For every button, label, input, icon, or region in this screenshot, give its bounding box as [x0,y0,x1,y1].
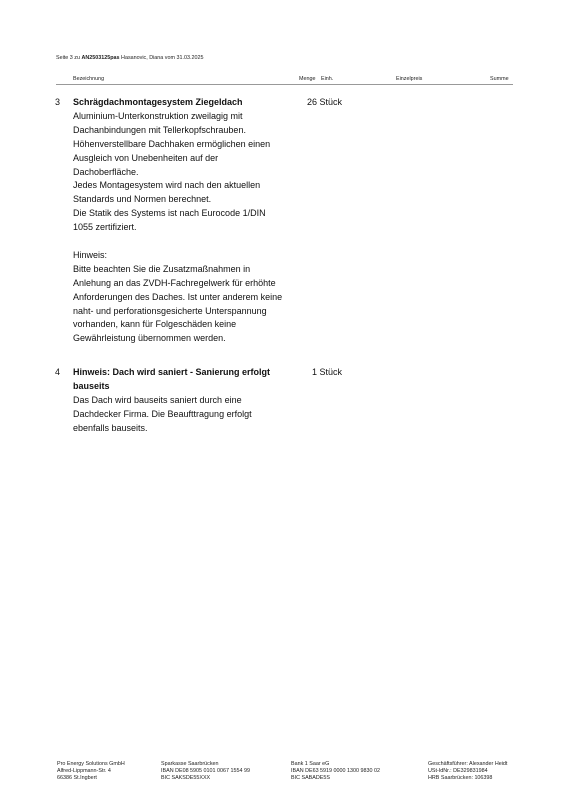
footer-bank-bic: BIC SABADE5S [291,775,330,781]
page-header [56,55,203,61]
line-item [73,366,285,436]
column-header-einzelpreis: Einzelpreis [396,76,423,82]
column-header-menge: Menge [299,76,316,82]
item-note: Bitte beachten Sie die Zusatzmaßnahmen in Anlehung an das ZVDH-Fachregelwerk für erhöhte Anforderungen des Daches. Ist unter anderem keine naht- und perforationsgesicherte Unterspannung vorhanden, kann für Folgeschäden keine Gewährleistung übernommen werden. [73,263,283,344]
footer-bank-iban: IBAN DE63 5919 0000 1300 9830 02 [291,768,381,774]
footer-bank-1 [161,761,250,782]
footer-register: HRB Saarbrücken: 106398 [428,775,493,781]
footer-vat-id: USt-IdNr.: DE329831984 [428,768,488,774]
item-note-label: Hinweis: [73,249,108,260]
item-description: Jedes Montagesystem wird nach den aktuellen Standards und Normen berechnet. [73,180,261,205]
item-description: Aluminium-Unterkonstruktion zweilagig mit Dachanbindungen mit Tellerkopfschrauben. Höhenverstellbare Dachhaken ermöglichen einen Ausgleich von Unebenheiten auf der Dachoberfläche. [73,110,271,177]
column-header-summe: Summe [490,76,509,82]
footer-bank-bic: BIC SAKSDE55XXX [161,775,211,781]
document-number: AN2503125pas [81,55,120,61]
item-description: Das Dach wird bauseits saniert durch eine Dachdecker Firma. Die Beaufttragung erfolgt ebenfalls bauseits. [73,394,252,433]
line-item [73,96,285,346]
item-quantity: 1 Stück [312,367,343,377]
position-number: 3 [55,97,61,107]
item-title: Schrägdachmontagesystem Ziegeldach [73,97,243,107]
column-header-einheit: Einh. [321,76,334,82]
item-spacer [73,235,285,249]
footer-bank-2 [291,761,380,782]
footer-bank-name: Sparkasse Saarbrücken [161,761,219,767]
footer-company [57,761,125,782]
page-header-suffix: Hasanovic, Diana vom 31.03.2025 [121,55,204,61]
column-header-bezeichnung: Bezeichnung [73,76,105,82]
page-header-prefix: Seite 3 zu [56,55,80,61]
position-number: 4 [55,367,61,377]
footer-ceo: Geschäftsführer: Alexander Heidt [428,761,508,767]
footer-company-name: Pro Energy Solutions GmbH [57,761,125,767]
item-quantity: 26 Stück [307,97,343,107]
header-divider [56,84,513,85]
footer-bank-name: Bank 1 Saar eG [291,761,330,767]
footer-bank-iban: IBAN DE08 5905 0101 0067 1554 99 [161,768,251,774]
item-description: Die Statik des Systems ist nach Eurocode 1/DIN 1055 zertifiziert. [73,208,266,233]
footer-company-street: Alfred-Lippmann-Str. 4 [57,768,111,774]
item-title: Hinweis: Dach wird saniert - Sanierung erfolgt bauseits [73,367,271,391]
footer-company-city: 66386 St.Ingbert [57,775,97,781]
footer-management [428,761,507,782]
